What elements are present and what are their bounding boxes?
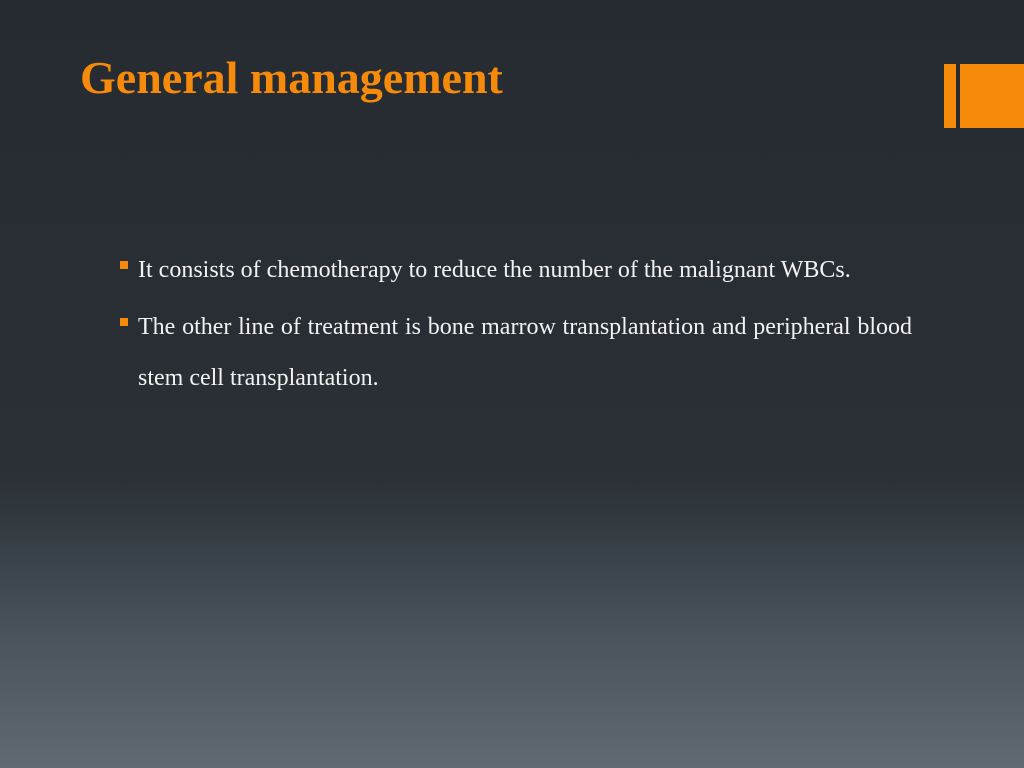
square-bullet-icon [120,261,128,269]
bullet-text: It consists of chemotherapy to reduce the number of the malignant WBCs. [138,257,851,283]
accent-bar [944,64,956,128]
slide-title: General management [80,52,503,103]
bullet-item [118,245,912,296]
bullet-item [118,302,912,404]
bullet-list [118,245,912,410]
square-bullet-icon [120,318,128,326]
accent-block [960,64,1024,128]
bullet-text: The other line of treatment is bone marrow transplantation and peripheral blood stem cell transplantation. [138,314,912,391]
